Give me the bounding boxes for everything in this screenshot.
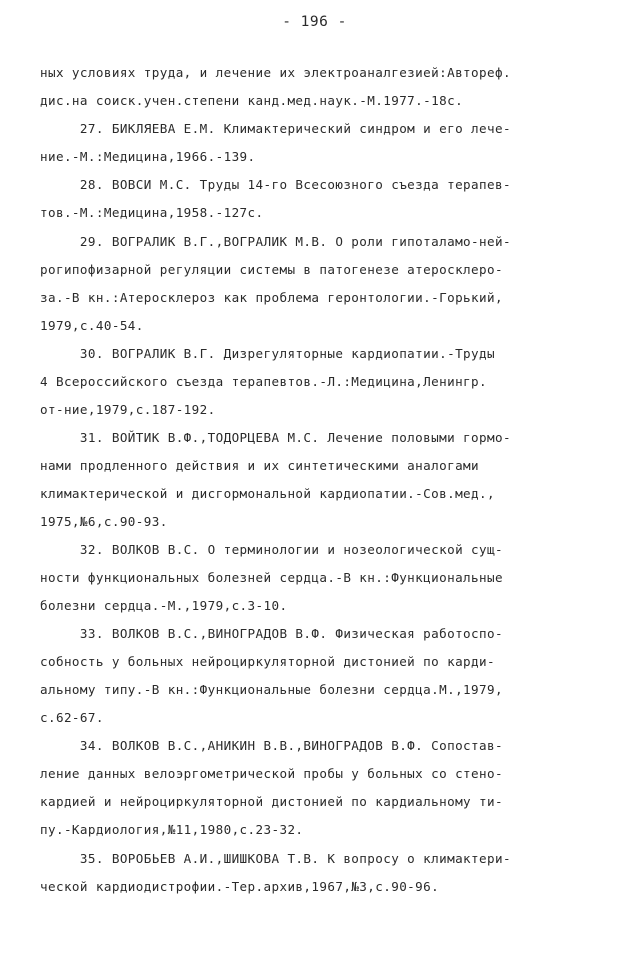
text-line: 32. ВОЛКОВ В.С. О терминологии и нозеологической сущ- xyxy=(40,542,503,557)
text-line: дис.на соиск.учен.степени канд.мед.наук.-М.1977.-18с. xyxy=(40,93,464,108)
text-line: 29. ВОГРАЛИК В.Г.,ВОГРАЛИК М.В. О роли гипоталамо-ней- xyxy=(40,234,511,249)
text-line: 31. ВОЙТИК В.Ф.,ТОДОРЦЕВА М.С. Лечение половыми гормо- xyxy=(40,430,511,445)
text-line: собность у больных нейроциркуляторной дистонией по карди- xyxy=(40,654,495,669)
text-line: 30. ВОГРАЛИК В.Г. Дизрегуляторные кардиопатии.-Труды xyxy=(40,346,495,361)
text-line: ности функциональных болезней сердца.-В кн.:Функциональные xyxy=(40,570,503,585)
text-line: пу.-Кардиология,№11,1980,с.23-32. xyxy=(40,822,304,837)
text-line: ных условиях труда, и лечение их электроаналгезией:Автореф. xyxy=(40,65,511,80)
text-line: климактерической и дисгормональной кардиопатии.-Сов.мед., xyxy=(40,486,495,501)
text-line: с.62-67. xyxy=(40,710,104,725)
text-line: кардией и нейроциркуляторной дистонией по кардиальному ти- xyxy=(40,794,503,809)
text-line: ление данных велоэргометрической пробы у больных со стено- xyxy=(40,766,503,781)
text-line: 27. БИКЛЯЕВА Е.М. Климактерический синдром и его лече- xyxy=(40,121,511,136)
text-line: ние.-М.:Медицина,1966.-139. xyxy=(40,149,256,164)
text-line: рогипофизарной регуляции системы в патогенезе атеросклеро- xyxy=(40,262,503,277)
text-line: 35. ВОРОБЬЕВ А.И.,ШИШКОВА Т.В. К вопросу о климактери- xyxy=(40,851,511,866)
text-line: от-ние,1979,с.187-192. xyxy=(40,402,216,417)
text-line: ческой кардиодистрофии.-Тер.архив,1967,№3,с.90-96. xyxy=(40,879,440,894)
text-line: болезни сердца.-М.,1979,с.3-10. xyxy=(40,598,288,613)
text-line: 34. ВОЛКОВ В.С.,АНИКИН В.В.,ВИНОГРАДОВ В.Ф. Сопостав- xyxy=(40,738,503,753)
page-number: - 196 - xyxy=(282,14,347,30)
text-line: 33. ВОЛКОВ В.С.,ВИНОГРАДОВ В.Ф. Физическая работоспо- xyxy=(40,626,503,641)
text-line: 1975,№6,с.90-93. xyxy=(40,514,168,529)
text-line: 4 Всероссийского съезда терапевтов.-Л.:Медицина,Ленингр. xyxy=(40,374,487,389)
text-line: нами продленного действия и их синтетическими аналогами xyxy=(40,458,480,473)
text-line: тов.-М.:Медицина,1958.-127с. xyxy=(40,205,264,220)
text-line: 28. ВОВСИ М.С. Труды 14-го Всесоюзного съезда терапев- xyxy=(40,177,511,192)
text-line: за.-В кн.:Атеросклероз как проблема геронтологии.-Горький, xyxy=(40,290,503,305)
text-line: альному типу.-В кн.:Функциональные болезни сердца.М.,1979, xyxy=(40,682,503,697)
text-line: 1979,с.40-54. xyxy=(40,318,144,333)
